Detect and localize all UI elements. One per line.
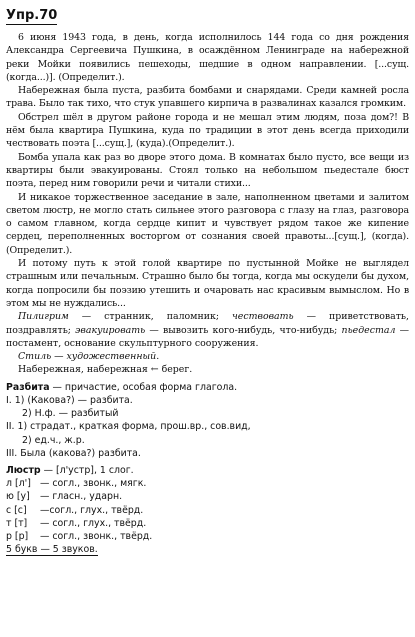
analysis-line: III. Была (какова?) разбита. bbox=[6, 447, 141, 459]
phonetic-head bbox=[6, 464, 409, 477]
analysis-line: 2) Н.ф. — разбитый bbox=[22, 408, 119, 420]
analysis-head-word: Разбита bbox=[6, 381, 50, 393]
text-paragraph-6: И потому путь к этой голой квартире по пустынной Мойке не выглядел страшным или печальным. Страшно было бы тогда, когда мы оскудели бы духом, когда попросили бы поэзию утешить и очаровать нас красивым вымыслом. Но в этом мы не нуждались... bbox=[6, 258, 409, 309]
glossary-term: Пилигрим bbox=[18, 311, 69, 323]
word-formation: Набережная, набережная ← берег. bbox=[18, 364, 193, 376]
phonetic-letter-row: с [с] —согл., глух., твёрд. bbox=[6, 504, 144, 516]
glossary-definition: — вывозить кого-нибудь, что-нибудь; bbox=[145, 324, 342, 336]
text-paragraph-5: И никакое торжественное заседание в зале, наполненном цветами и залитом светом люстр, не могло стать сильнее этого разговора с глазу на глаз, разговора о самом главном, когда сердце кипит и чувствует рядом такое же кипение сердец, переполненных восторгом от сознания своей правоты...[сущ.], (когда). (Определит.). bbox=[6, 191, 409, 256]
text-paragraph-4: Бомба упала как раз во дворе этого дома. В комнатах было пусто, все вещи из квартиры были эвакуированы. Стоял только на небольшом пьедестале бюст поэта, перед ним говорили речи и читали стихи... bbox=[6, 151, 409, 190]
phonetic-summary: 5 букв — 5 звуков. bbox=[6, 544, 98, 556]
glossary-definition: — постамент, основание скульптурного сооружения. bbox=[6, 324, 409, 349]
phonetic-letter-row: т [т] — согл., глух., твёрд. bbox=[6, 517, 147, 529]
exercise-title: Упр.70 bbox=[6, 8, 58, 23]
text-paragraph-2: Набережная была пуста, разбита бомбами и снарядами. Среди камней росла трава. Было так тихо, что стук упавшего кирпича в развалинах казался громким. bbox=[6, 85, 409, 110]
analysis-head-def: — причастие, особая форма глагола. bbox=[52, 381, 238, 393]
glossary-definition: — приветствовать, поздравлять; bbox=[6, 311, 409, 336]
phonetic-transcription: — [л'устр], 1 слог. bbox=[43, 464, 134, 476]
analysis-line: I. 1) (Какова?) — разбита. bbox=[6, 394, 133, 406]
analysis-line: II. 1) страдат., краткая форма, прош.вр., сов.вид, bbox=[6, 421, 251, 433]
glossary-term: эвакуировать bbox=[75, 324, 146, 336]
style-line: Стиль — художественный. bbox=[18, 351, 160, 363]
text-paragraph-1: 6 июня 1943 года, в день, когда исполнилось 144 года со дня рождения Александра Сергеевича Пушкина, в осаждённом Ленинграде на набережной реки Мойки появились пешеходы, шедшие в одном направлении. [...сущ. (когда...)]. (Определит.). bbox=[6, 32, 409, 83]
phonetic-letter-row: л [л'] — согл., звонк., мягк. bbox=[6, 478, 147, 490]
phonetic-word: Люстр bbox=[6, 464, 41, 476]
glossary-definition: — странник, паломник; bbox=[68, 311, 232, 323]
analysis-line: 2) ед.ч., ж.р. bbox=[22, 434, 85, 446]
glossary-term: чествовать bbox=[231, 311, 294, 323]
phonetic-letter-row: р [р] — согл., звонк., твёрд. bbox=[6, 530, 153, 542]
text-paragraph-3: Обстрел шёл в другом районе города и не мешал этим людям, поза дом?! В нём была квартира Пушкина, куда по традиции в этот день всегда приходили чествовать поэта [...сущ.], (куда).(Определит.). bbox=[6, 111, 409, 150]
morph-analysis-head bbox=[6, 381, 409, 394]
glossary-term: пьедестал bbox=[341, 324, 396, 336]
glossary bbox=[6, 310, 409, 350]
phonetic-letter-row: ю [у] — гласн., ударн. bbox=[6, 491, 123, 503]
